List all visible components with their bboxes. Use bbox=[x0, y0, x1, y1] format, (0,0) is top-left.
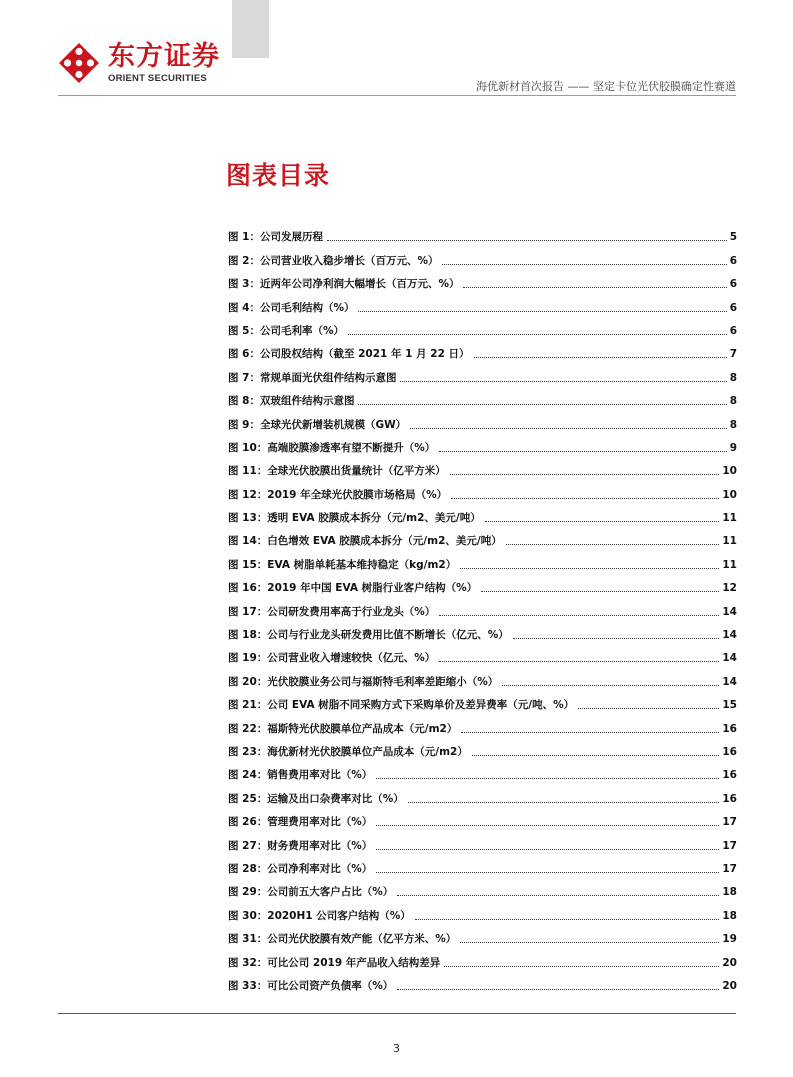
toc-entry[interactable] bbox=[228, 385, 737, 408]
toc-entry-label: 图 5：公司毛利率（%） bbox=[228, 324, 344, 337]
toc-entry-label: 图 26：管理费用率对比（%） bbox=[228, 816, 373, 829]
toc-entry-label: 图 19：公司营业收入增速较快（亿元、%） bbox=[228, 652, 436, 665]
toc-entry-page: 16 bbox=[722, 769, 737, 782]
toc-entry-label: 图 2：公司营业收入稳步增长（百万元、%） bbox=[228, 254, 439, 267]
toc-entry-page: 6 bbox=[729, 301, 737, 314]
toc-entry[interactable] bbox=[228, 315, 737, 338]
toc-entry-label: 图 24：销售费用率对比（%） bbox=[228, 769, 373, 782]
toc-dot-leader bbox=[450, 474, 720, 475]
toc-entry-page: 11 bbox=[722, 535, 737, 548]
toc-entry[interactable] bbox=[228, 923, 737, 946]
toc-entry-label: 图 21：公司 EVA 树脂不同采购方式下采购单价及差异费率（元/吨、%） bbox=[228, 699, 575, 712]
toc-entry-label: 图 15：EVA 树脂单耗基本维持稳定（kg/m2） bbox=[228, 558, 457, 571]
toc-entry[interactable] bbox=[228, 595, 737, 618]
toc-entry[interactable] bbox=[228, 291, 737, 314]
toc-dot-leader bbox=[439, 615, 719, 616]
toc-entry-page: 10 bbox=[722, 488, 737, 501]
toc-entry-label: 图 31：公司光伏胶膜有效产能（亿平方米、%） bbox=[228, 933, 457, 946]
toc-entry[interactable] bbox=[228, 408, 737, 431]
toc-entry-label: 图 7：常规单面光伏组件结构示意图 bbox=[228, 371, 397, 384]
toc-entry-page: 18 bbox=[722, 886, 737, 899]
toc-entry-page: 16 bbox=[722, 745, 737, 758]
toc-dot-leader bbox=[472, 755, 720, 756]
toc-entry-label: 图 14：白色增效 EVA 胶膜成本拆分（元/m2、美元/吨） bbox=[228, 535, 502, 548]
toc-entry-page: 8 bbox=[729, 418, 737, 431]
page-title: 图表目录 bbox=[226, 161, 331, 190]
toc-entry-label: 图 32：可比公司 2019 年产品收入结构差异 bbox=[228, 956, 441, 969]
toc-entry-label: 图 20：光伏胶膜业务公司与福斯特毛利率差距缩小（%） bbox=[228, 675, 499, 688]
toc-entry-label: 图 23：海优新材光伏胶膜单位产品成本（元/m2） bbox=[228, 745, 468, 758]
toc-entry-page: 20 bbox=[722, 956, 737, 969]
toc-dot-leader bbox=[327, 240, 727, 241]
toc-entry-label: 图 6：公司股权结构（截至 2021 年 1 月 22 日） bbox=[228, 348, 470, 361]
page-number: 3 bbox=[393, 1042, 400, 1055]
toc-entry[interactable] bbox=[228, 853, 737, 876]
report-title: 海优新材首次报告 —— 坚定卡位光伏胶膜确定性赛道 bbox=[476, 80, 736, 93]
toc-dot-leader bbox=[397, 895, 719, 896]
toc-dot-leader bbox=[506, 544, 720, 545]
toc-dot-leader bbox=[451, 498, 719, 499]
toc-dot-leader bbox=[376, 778, 719, 779]
toc-dot-leader bbox=[578, 708, 719, 709]
toc-entry-page: 10 bbox=[722, 465, 737, 478]
toc-entry[interactable] bbox=[228, 268, 737, 291]
toc-entry[interactable] bbox=[228, 736, 737, 759]
toc-entry-label: 图 11：全球光伏胶膜出货量统计（亿平方米） bbox=[228, 465, 446, 478]
toc-entry-page: 8 bbox=[729, 371, 737, 384]
toc-entry-page: 11 bbox=[722, 558, 737, 571]
toc-entry-label: 图 16：2019 年中国 EVA 树脂行业客户结构（%） bbox=[228, 582, 478, 595]
toc-entry-label: 图 13：透明 EVA 胶膜成本拆分（元/m2、美元/吨） bbox=[228, 512, 481, 525]
toc-entry-page: 7 bbox=[729, 348, 737, 361]
toc-dot-leader bbox=[481, 591, 719, 592]
toc-entry-label: 图 17：公司研发费用率高于行业龙头（%） bbox=[228, 605, 436, 618]
toc-dot-leader bbox=[376, 849, 719, 850]
toc-entry[interactable] bbox=[228, 782, 737, 805]
toc-entry-label: 图 29：公司前五大客户占比（%） bbox=[228, 886, 394, 899]
toc-entry-page: 19 bbox=[722, 933, 737, 946]
toc-dot-leader bbox=[415, 919, 720, 920]
toc-entry[interactable] bbox=[228, 361, 737, 384]
toc-dot-leader bbox=[397, 989, 719, 990]
toc-dot-leader bbox=[400, 381, 726, 382]
toc-dot-leader bbox=[442, 264, 726, 265]
toc-entry-label: 图 27：财务费用率对比（%） bbox=[228, 839, 373, 852]
toc-entry-page: 8 bbox=[729, 395, 737, 408]
toc-entry-page: 14 bbox=[722, 675, 737, 688]
toc-dot-leader bbox=[485, 521, 720, 522]
toc-entry-page: 14 bbox=[722, 605, 737, 618]
toc-entry-page: 17 bbox=[722, 839, 737, 852]
toc-dot-leader bbox=[376, 872, 719, 873]
toc-dot-leader bbox=[474, 357, 727, 358]
toc-entry[interactable] bbox=[228, 712, 737, 735]
footer-divider bbox=[58, 1013, 736, 1014]
toc-entry[interactable] bbox=[228, 525, 737, 548]
toc-dot-leader bbox=[358, 311, 726, 312]
orient-logo-icon bbox=[58, 42, 100, 84]
toc-entry[interactable] bbox=[228, 244, 737, 267]
toc-entry-page: 9 bbox=[729, 441, 737, 454]
toc-entry[interactable] bbox=[228, 619, 737, 642]
toc-dot-leader bbox=[358, 404, 726, 405]
toc-entry-label: 图 12：2019 年全球光伏胶膜市场格局（%） bbox=[228, 488, 448, 501]
toc-entry[interactable] bbox=[228, 689, 737, 712]
toc-entry[interactable] bbox=[228, 432, 737, 455]
toc-entry[interactable] bbox=[228, 806, 737, 829]
toc-entry-page: 16 bbox=[722, 792, 737, 805]
toc-entry-label: 图 9：全球光伏新增装机规模（GW） bbox=[228, 418, 407, 431]
toc-entry[interactable] bbox=[228, 759, 737, 782]
toc-entry-page: 17 bbox=[722, 816, 737, 829]
toc-entry-page: 6 bbox=[729, 254, 737, 267]
toc-entry-page: 6 bbox=[729, 324, 737, 337]
company-logo bbox=[58, 42, 238, 92]
toc-entry-label: 图 33：可比公司资产负债率（%） bbox=[228, 979, 394, 992]
header-divider bbox=[58, 95, 736, 96]
toc-entry-label: 图 28：公司净利率对比（%） bbox=[228, 862, 373, 875]
toc-dot-leader bbox=[376, 825, 719, 826]
toc-entry-label: 图 8：双玻组件结构示意图 bbox=[228, 395, 355, 408]
toc-entry-page: 17 bbox=[722, 862, 737, 875]
toc-entry-label: 图 22：福斯特光伏胶膜单位产品成本（元/m2） bbox=[228, 722, 458, 735]
toc-entry-label: 图 30：2020H1 公司客户结构（%） bbox=[228, 909, 411, 922]
toc-entry-label: 图 3：近两年公司净利润大幅增长（百万元、%） bbox=[228, 278, 460, 291]
toc-entry-label: 图 1：公司发展历程 bbox=[228, 231, 323, 244]
toc-entry[interactable] bbox=[228, 455, 737, 478]
toc-entry-page: 20 bbox=[722, 979, 737, 992]
toc-entry[interactable] bbox=[228, 876, 737, 899]
toc-entry[interactable] bbox=[228, 642, 737, 665]
toc-entry[interactable] bbox=[228, 478, 737, 501]
toc-entry[interactable] bbox=[228, 829, 737, 852]
toc-entry[interactable] bbox=[228, 548, 737, 571]
logo-chinese-text: 东方证券 bbox=[108, 41, 220, 72]
toc-entry[interactable] bbox=[228, 572, 737, 595]
logo-english-text: ORIENT SECURITIES bbox=[108, 73, 207, 84]
figure-table-of-contents bbox=[228, 221, 737, 993]
toc-entry[interactable] bbox=[228, 899, 737, 922]
toc-dot-leader bbox=[348, 334, 727, 335]
toc-dot-leader bbox=[463, 287, 726, 288]
toc-entry-page: 15 bbox=[722, 699, 737, 712]
toc-entry[interactable] bbox=[228, 502, 737, 525]
toc-entry-page: 16 bbox=[722, 722, 737, 735]
toc-dot-leader bbox=[439, 451, 726, 452]
toc-entry-page: 18 bbox=[722, 909, 737, 922]
toc-entry-page: 6 bbox=[729, 278, 737, 291]
toc-entry[interactable] bbox=[228, 665, 737, 688]
toc-entry-page: 14 bbox=[722, 652, 737, 665]
toc-entry[interactable] bbox=[228, 970, 737, 993]
toc-dot-leader bbox=[460, 568, 719, 569]
toc-entry-page: 5 bbox=[729, 231, 737, 244]
toc-dot-leader bbox=[410, 428, 727, 429]
toc-entry[interactable] bbox=[228, 221, 737, 244]
toc-entry-page: 14 bbox=[722, 629, 737, 642]
toc-dot-leader bbox=[460, 942, 719, 943]
toc-dot-leader bbox=[439, 661, 719, 662]
toc-entry-label: 图 25：运输及出口杂费率对比（%） bbox=[228, 792, 404, 805]
toc-dot-leader bbox=[502, 685, 719, 686]
toc-dot-leader bbox=[408, 802, 720, 803]
toc-entry-page: 11 bbox=[722, 512, 737, 525]
toc-entry-label: 图 4：公司毛利结构（%） bbox=[228, 301, 355, 314]
toc-dot-leader bbox=[513, 638, 720, 639]
toc-dot-leader bbox=[444, 966, 719, 967]
toc-entry-label: 图 10：高端胶膜渗透率有望不断提升（%） bbox=[228, 441, 436, 454]
toc-entry-label: 图 18：公司与行业龙头研发费用比值不断增长（亿元、%） bbox=[228, 629, 509, 642]
toc-dot-leader bbox=[461, 732, 719, 733]
toc-entry[interactable] bbox=[228, 946, 737, 969]
toc-entry[interactable] bbox=[228, 338, 737, 361]
toc-entry-page: 12 bbox=[722, 582, 737, 595]
